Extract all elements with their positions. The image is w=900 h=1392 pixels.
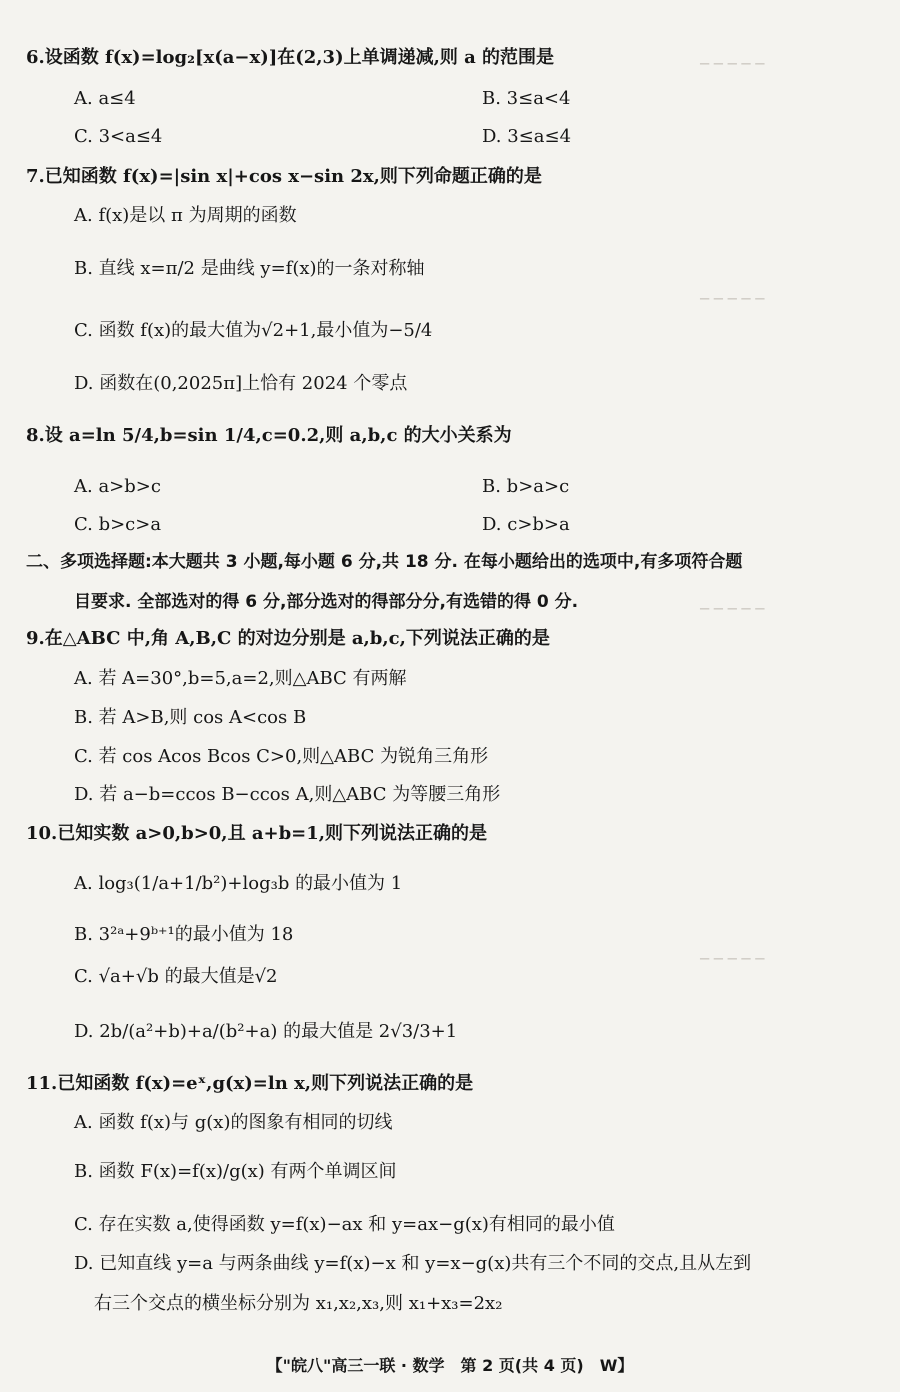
bleed-through-marks: ─ ─ ─ ─ ─ [700,290,765,308]
question-6-option-b: B. 3≤a<4 [482,88,571,109]
question-11-option-d-line2: 右三个交点的横坐标分别为 x₁,x₂,x₃,则 x₁+x₃=2x₂ [94,1293,503,1314]
question-6-stem: 6.设函数 f(x)=log₂[x(a−x)]在(2,3)上单调递减,则 a 的范围是 [26,47,555,68]
question-6-option-d: D. 3≤a≤4 [482,126,572,147]
question-10-stem: 10.已知实数 a>0,b>0,且 a+b=1,则下列说法正确的是 [26,823,488,844]
question-11-option-c: C. 存在实数 a,使得函数 y=f(x)−ax 和 y=ax−g(x)有相同的最小值 [74,1214,615,1235]
question-10-option-c: C. √a+√b 的最大值是√2 [74,966,278,987]
question-11-stem: 11.已知函数 f(x)=eˣ,g(x)=ln x,则下列说法正确的是 [26,1073,474,1094]
question-10-option-d: D. 2b/(a²+b)+a/(b²+a) 的最大值是 2√3/3+1 [74,1021,458,1042]
question-9-option-c: C. 若 cos Acos Bcos C>0,则△ABC 为锐角三角形 [74,746,489,767]
question-7-option-d: D. 函数在(0,2025π]上恰有 2024 个零点 [74,373,408,394]
question-7-stem: 7.已知函数 f(x)=|sin x|+cos x−sin 2x,则下列命题正确的是 [26,166,542,187]
question-8-option-a: A. a>b>c [74,476,161,497]
bleed-through-marks: ─ ─ ─ ─ ─ [700,55,765,73]
question-8-option-d: D. c>b>a [482,514,570,535]
question-10-option-a: A. log₃(1/a+1/b²)+log₃b 的最小值为 1 [74,873,403,894]
bleed-through-marks: ─ ─ ─ ─ ─ [700,600,765,618]
question-7-option-b: B. 直线 x=π/2 是曲线 y=f(x)的一条对称轴 [74,258,425,279]
question-6-option-c: C. 3<a≤4 [74,126,163,147]
section-2-instructions-line1: 二、多项选择题:本大题共 3 小题,每小题 6 分,共 18 分. 在每小题给出的选项中,有多项符合题 [26,552,743,572]
question-7-option-a: A. f(x)是以 π 为周期的函数 [74,205,297,226]
page-footer: 【"皖八"高三一联 · 数学 第 2 页(共 4 页) W】 [266,1356,634,1375]
question-11-option-b: B. 函数 F(x)=f(x)/g(x) 有两个单调区间 [74,1161,397,1182]
question-8-option-b: B. b>a>c [482,476,570,497]
question-9-option-a: A. 若 A=30°,b=5,a=2,则△ABC 有两解 [74,668,407,689]
section-2-instructions-line2: 目要求. 全部选对的得 6 分,部分选对的得部分分,有选错的得 0 分. [74,592,579,612]
question-11-option-a: A. 函数 f(x)与 g(x)的图象有相同的切线 [74,1112,393,1133]
question-8-stem: 8.设 a=ln 5/4,b=sin 1/4,c=0.2,则 a,b,c 的大小关系为 [26,425,512,446]
question-6-option-a: A. a≤4 [74,88,136,109]
question-9-option-d: D. 若 a−b=ccos B−ccos A,则△ABC 为等腰三角形 [74,784,501,805]
question-11-option-d-line1: D. 已知直线 y=a 与两条曲线 y=f(x)−x 和 y=x−g(x)共有三个不同的交点,且从左到 [74,1253,752,1274]
question-10-option-b: B. 3²ᵃ+9ᵇ⁺¹的最小值为 18 [74,924,294,945]
question-8-option-c: C. b>c>a [74,514,162,535]
bleed-through-marks: ─ ─ ─ ─ ─ [700,950,765,968]
question-9-stem: 9.在△ABC 中,角 A,B,C 的对边分别是 a,b,c,下列说法正确的是 [26,628,550,649]
question-9-option-b: B. 若 A>B,则 cos A<cos B [74,707,307,728]
question-7-option-c: C. 函数 f(x)的最大值为√2+1,最小值为−5/4 [74,320,433,341]
